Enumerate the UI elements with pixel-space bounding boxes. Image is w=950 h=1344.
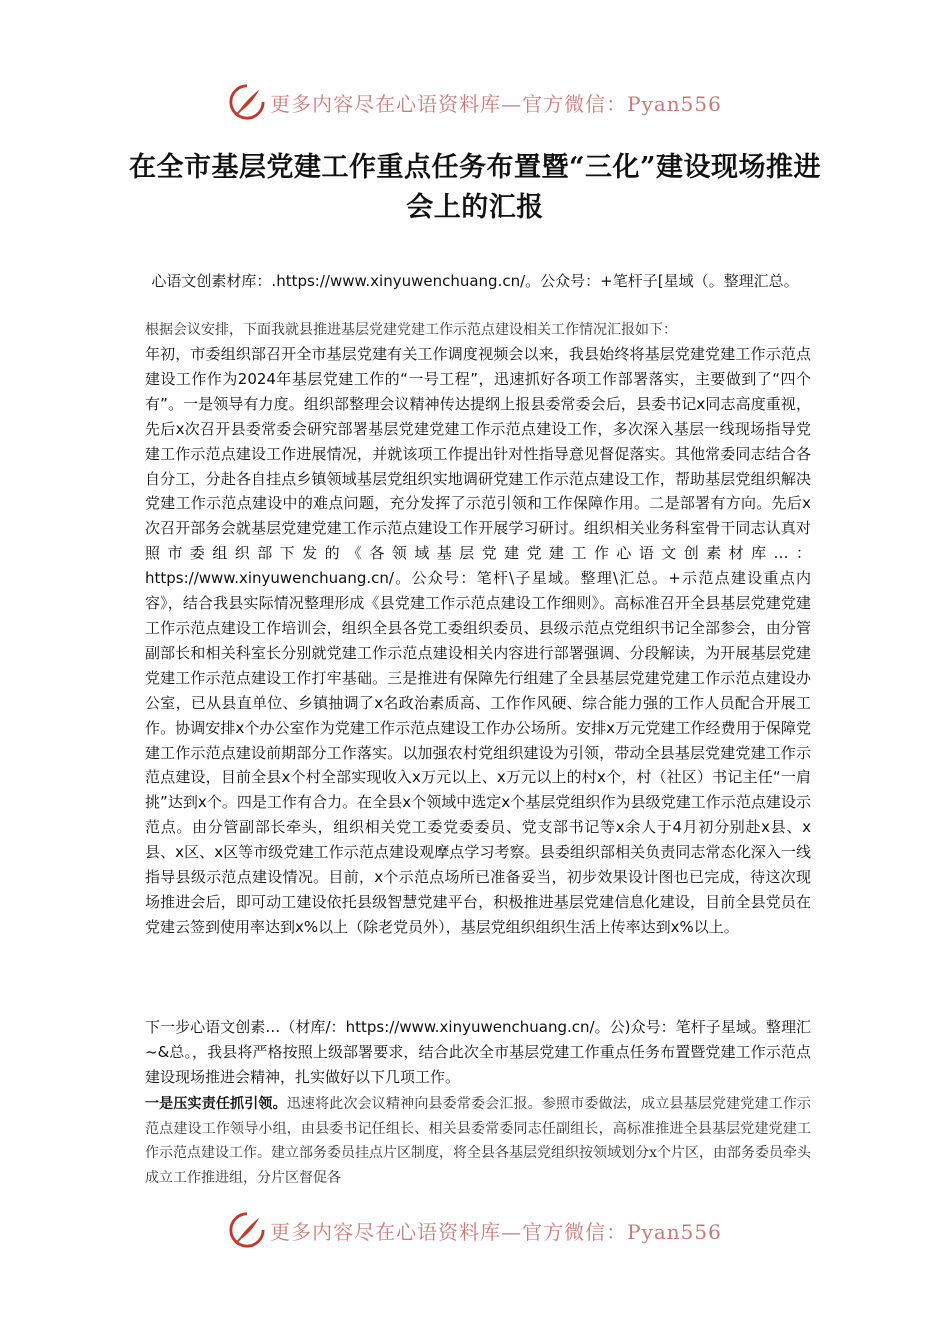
quill-logo-icon [228,1211,266,1249]
intro-paragraph: 根据会议安排，下面我就县推进基层党建党建工作示范点建设相关工作情况汇报如下： [145,322,677,338]
document-title: 在全市基层党建工作重点任务布置暨“三化”建设现场推进会上的汇报 [128,152,822,223]
next-step-paragraph: 下一步心语文创素…（材库/：https://www.xinyuwenchuang.cn/。公)众号：笔杆子星域。整理汇~&总。，我县将严格按照上级部署要求，结合此次全市基层党建工作重点任务布置暨党建工作示范点建设现场推进会精神，扎实做好以下几项工作。 [145,1018,811,1086]
quill-logo-icon [228,83,266,121]
banner-text: 更多内容尽在心语资料库—官方微信：Pyan556 [270,1219,722,1244]
body-paragraph: 年初，市委组织部召开全市基层党建有关工作调度视频会以来，我县始终将基层党建党建工作示范点建设工作作为2024年基层党建工作的“一号工程”，迅速抓好各项工作部署落实，主要做到了“四个有”。一是领导有力度。组织部整理会议精神传达提纲上报县委常委会后，县委书记x同志高度重视，先后x次召开县委常委会研究部署基层党建党建工作示范点建设工作，多次深入基层一线现场指导党建工作示范点建设工作进展情况，并就该项工作提出针对性指导意见督促落实。其他常委同志结合各自分工，分赴各自挂点乡镇领域基层党组织实地调研党建工作示范点建设工作，帮助基层党组织解决党建工作示范点建设中的难点问题，充分发挥了示范引领和工作保障作用。二是部署有方向。先后x次召开部务会就基层党建党建工作示范点建设工作开展学习研讨。组织相关业务科室骨干同志认真对照市委组织部下发的《各领域基层党建党建工作心语文创素材库…：https://www.xinyuwenchuang.cn/。公众号：笔杆\子星域。整理\汇总。+示范点建设重点内容》，结合我县实际情况整理形成《县党建工作示范点建设工作细则》。高标准召开全县基层党建党建工作示范点建设工作培训会，组织全县各党工委组织委员、县级示范点党组织书记全部参会，由分管副部长和相关科室长分别就党建工作示范点建设相关内容进行部署强调、分段解读，为开展基层党建党建工作示范点建设工作打牢基础。三是推进有保障先行组建了全县基层党建党建工作示范点建设办公室，已从县直单位、乡镇抽调了x名政治素质高、工作作风硬、综合能力强的工作人员配合开展工作。协调安排x个办公室作为党建工作示范点建设工作办公场所。安排x万元党建工作经费用于保障党建工作示范点建设前期部分工作落实。以加强农村党组织建设为引领，带动全县基层党建党建工作示范点建设，目前全县x个村全部实现收入x万元以上、x万元以上的村x个，村（社区）书记主任“一肩挑”达到x个。四是工作有合力。在全县x个领域中选定x个基层党组织作为县级党建工作示范点建设示范点。由分管副部长牵头，组织相关党工委党委委员、党支部书记等x余人于4月初分别赴x县、x县、x区、x区等市级党建工作示范点建设观摩点学习考察。县委组织部相关负责同志常态化深入一线指导县级示范点建设情况。目前，x个示范点场所已准备妥当，初步效果设计图也已完成，待这次现场推进会后，即可动工建设依托县级智慧党建平台，积极推进基层党建信息化建设，目前全县党员在党建云签到使用率达到x%以上（除老党员外），基层党组织组织生活上传率达到x%以上。 [145,345,811,936]
point-one-text: 迅速将此次会议精神向县委常委会汇报。参照市委做法，成立县基层党建党建工作示范点建设工作领导小组，由县委书记任组长、相关县委常委同志任副组长，高标准推进全县基层党建党建工作示范点建设工作。建立部务委员挂点片区制度，将全县各基层党组织按领域划分x个片区，由部务委员牵头成立工作推进组，分片区督促各 [145,1096,811,1186]
point-one-heading: 一是压实责任抓引领。 [145,1096,287,1112]
source-line: 心语文创素材库：.https://www.xinyuwenchuang.cn/。公众号：+笔杆子[星域（。整理汇总。 [151,272,799,290]
banner-text: 更多内容尽在心语资料库—官方微信：Pyan556 [270,91,722,116]
footer-banner [0,1208,950,1252]
header-banner [0,80,950,124]
point-one-paragraph [145,1092,811,1190]
